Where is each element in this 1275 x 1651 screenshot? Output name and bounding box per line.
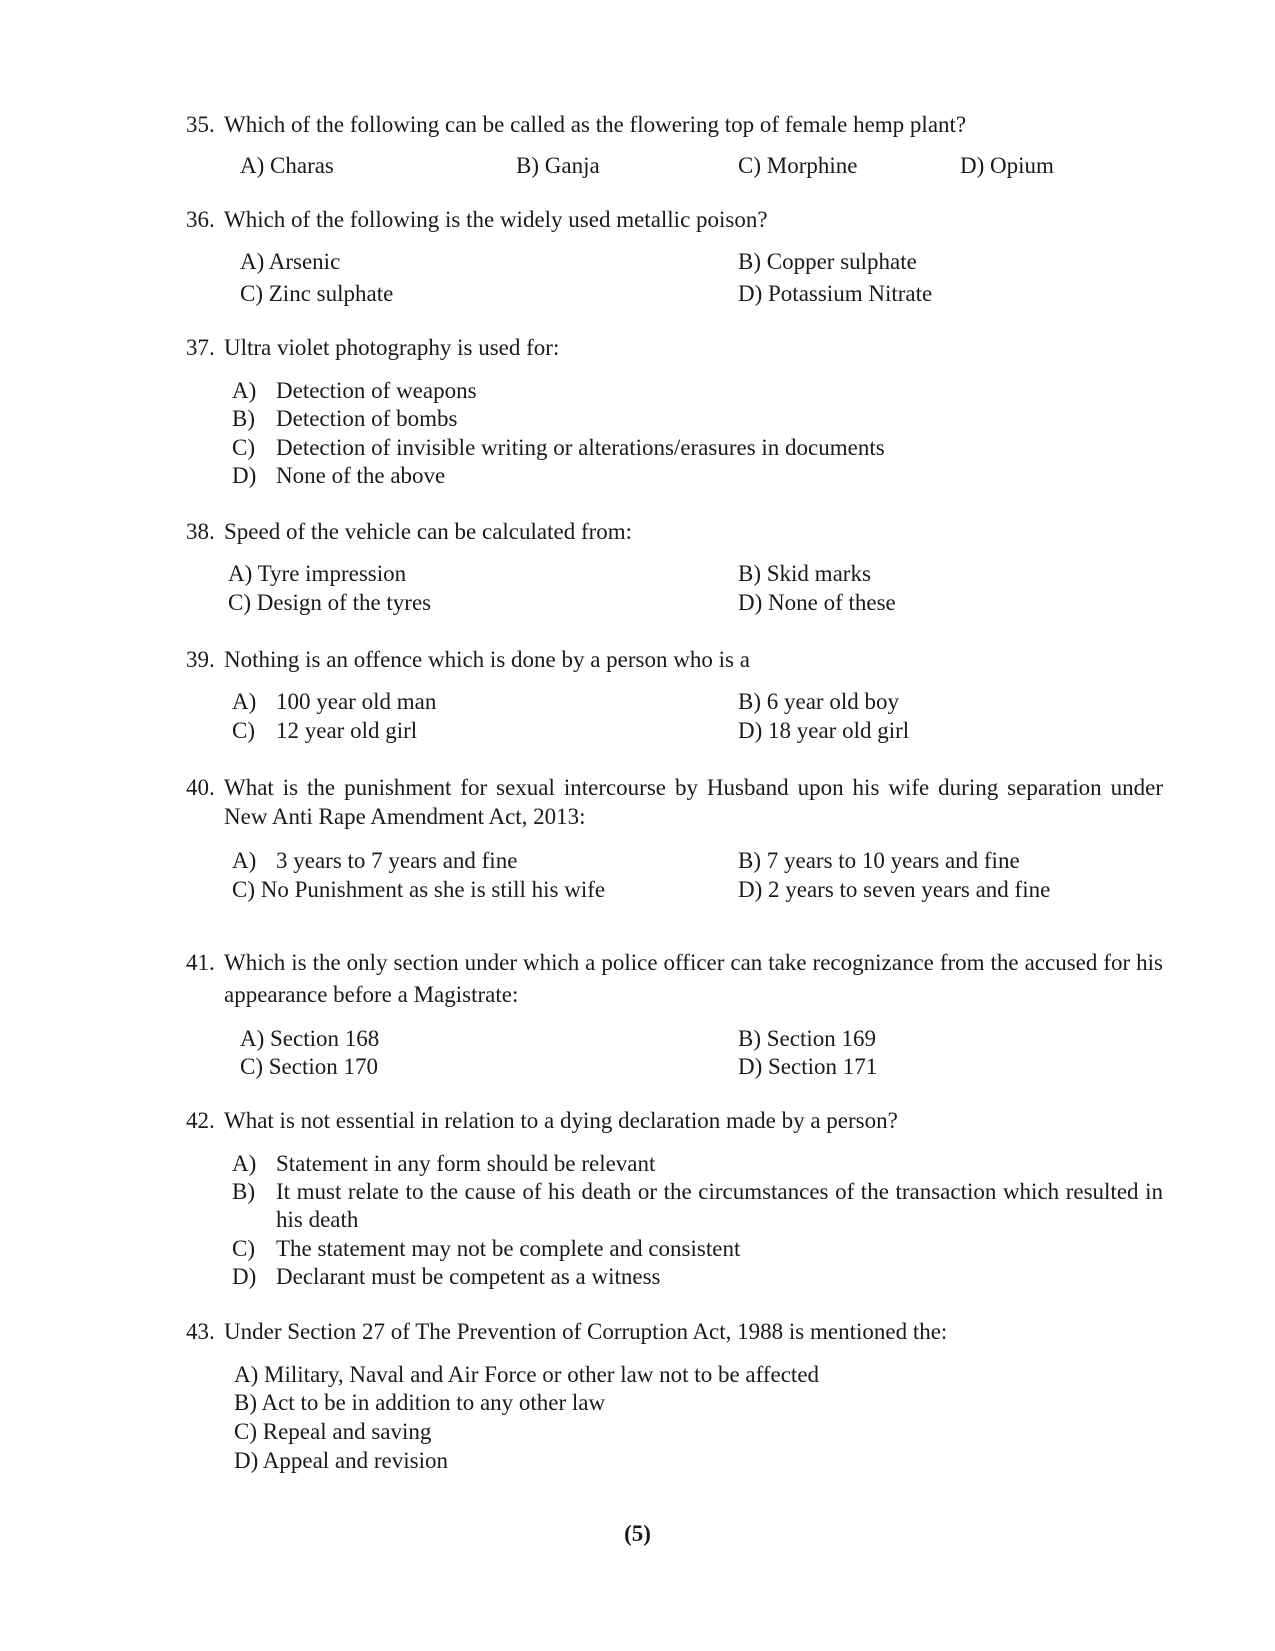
question-number: 39.	[186, 647, 215, 672]
option-letter: D)	[232, 463, 257, 488]
option-letter: C)	[232, 435, 255, 460]
option-c: C) Morphine	[738, 153, 858, 178]
option-letter: A)	[232, 1151, 257, 1176]
option-b: B) Copper sulphate	[738, 249, 917, 274]
option-d	[232, 461, 445, 491]
question-43	[186, 1317, 1163, 1347]
option-letter: B)	[232, 1179, 255, 1204]
option-d: D) 18 year old girl	[738, 718, 910, 743]
option-a: A) Tyre impression	[228, 561, 407, 586]
option-letter: C)	[232, 718, 255, 743]
option-a: A) Military, Naval and Air Force or other law not to be affected	[234, 1362, 820, 1387]
option-a: A) Arsenic	[240, 249, 341, 274]
option-text: 12 year old girl	[276, 718, 418, 743]
option-b	[232, 404, 457, 434]
option-b: B) Section 169	[738, 1026, 876, 1051]
question-number: 37.	[186, 335, 215, 360]
option-text: Detection of invisible writing or alterations/erasures in documents	[276, 435, 885, 460]
question-41	[186, 947, 1163, 1011]
option-b	[232, 1178, 1163, 1234]
option-letter: C)	[232, 1236, 255, 1261]
question-number: 36.	[186, 207, 215, 232]
option-a: A) Section 168	[240, 1026, 380, 1051]
question-number: 40.	[186, 775, 215, 800]
option-text: None of the above	[276, 463, 446, 488]
question-text: Which is the only section under which a police officer can take recognizance from the accused for his appearance before a Magistrate:	[224, 950, 1163, 1007]
option-a: A) Charas	[240, 153, 334, 178]
question-number: 42.	[186, 1108, 215, 1133]
option-b: B) 6 year old boy	[738, 689, 899, 714]
question-text: Which of the following can be called as the flowering top of female hemp plant?	[224, 112, 967, 137]
question-text: Under Section 27 of The Prevention of Corruption Act, 1988 is mentioned the:	[224, 1319, 948, 1344]
option-d: D) Appeal and revision	[234, 1448, 448, 1473]
option-d: D) Potassium Nitrate	[738, 281, 933, 306]
question-text: What is the punishment for sexual intercourse by Husband upon his wife during separation under New Anti Rape Amendment Act, 2013:	[224, 775, 1163, 829]
question-number: 41.	[186, 950, 215, 975]
option-letter: D)	[232, 1264, 257, 1289]
question-text: Which of the following is the widely used metallic poison?	[224, 207, 768, 232]
question-37	[186, 333, 1163, 363]
option-text: Statement in any form should be relevant	[276, 1151, 656, 1176]
option-a	[232, 376, 477, 406]
option-text: Detection of bombs	[276, 406, 458, 431]
option-text: 100 year old man	[276, 689, 437, 714]
option-d	[232, 1262, 661, 1292]
question-42	[186, 1106, 1163, 1136]
option-a	[232, 687, 436, 717]
question-text: Speed of the vehicle can be calculated from:	[224, 519, 633, 544]
question-35	[186, 110, 1163, 140]
question-number: 35.	[186, 112, 215, 137]
question-39	[186, 645, 1163, 675]
option-d: D) None of these	[738, 590, 896, 615]
option-b: B) Act to be in addition to any other law	[234, 1390, 606, 1415]
option-text: 3 years to 7 years and fine	[276, 848, 518, 873]
question-text: Ultra violet photography is used for:	[224, 335, 560, 360]
option-c	[232, 716, 417, 746]
option-b: B) 7 years to 10 years and fine	[738, 848, 1020, 873]
option-d: D) Section 171	[738, 1054, 878, 1079]
option-text: Detection of weapons	[276, 378, 477, 403]
option-text: It must relate to the cause of his death or the circumstances of the transaction which resulted in his death	[276, 1179, 1163, 1232]
question-text: What is not essential in relation to a dying declaration made by a person?	[224, 1108, 898, 1133]
question-38	[186, 517, 1163, 547]
option-b: B) Ganja	[516, 153, 600, 178]
option-c: C) Section 170	[240, 1054, 378, 1079]
option-c: C) Zinc sulphate	[240, 281, 394, 306]
option-letter: A)	[232, 689, 257, 714]
option-c: C) Repeal and saving	[234, 1419, 432, 1444]
question-36	[186, 205, 1163, 235]
option-text: The statement may not be complete and consistent	[276, 1236, 741, 1261]
option-c: C) No Punishment as she is still his wife	[232, 877, 606, 902]
option-b: B) Skid marks	[738, 561, 871, 586]
question-40	[186, 773, 1163, 831]
option-c	[232, 433, 885, 463]
option-a	[232, 846, 517, 876]
option-c: C) Design of the tyres	[228, 590, 432, 615]
question-number: 38.	[186, 519, 215, 544]
page-number: (5)	[624, 1521, 651, 1546]
question-number: 43.	[186, 1319, 215, 1344]
option-text: Declarant must be competent as a witness	[276, 1264, 661, 1289]
option-d: D) 2 years to seven years and fine	[738, 877, 1051, 902]
option-letter: A)	[232, 378, 257, 403]
option-c	[232, 1234, 740, 1264]
option-letter: A)	[232, 848, 257, 873]
option-a	[232, 1149, 655, 1179]
option-d: D) Opium	[960, 153, 1054, 178]
option-letter: B)	[232, 406, 255, 431]
question-text: Nothing is an offence which is done by a person who is a	[224, 647, 750, 672]
